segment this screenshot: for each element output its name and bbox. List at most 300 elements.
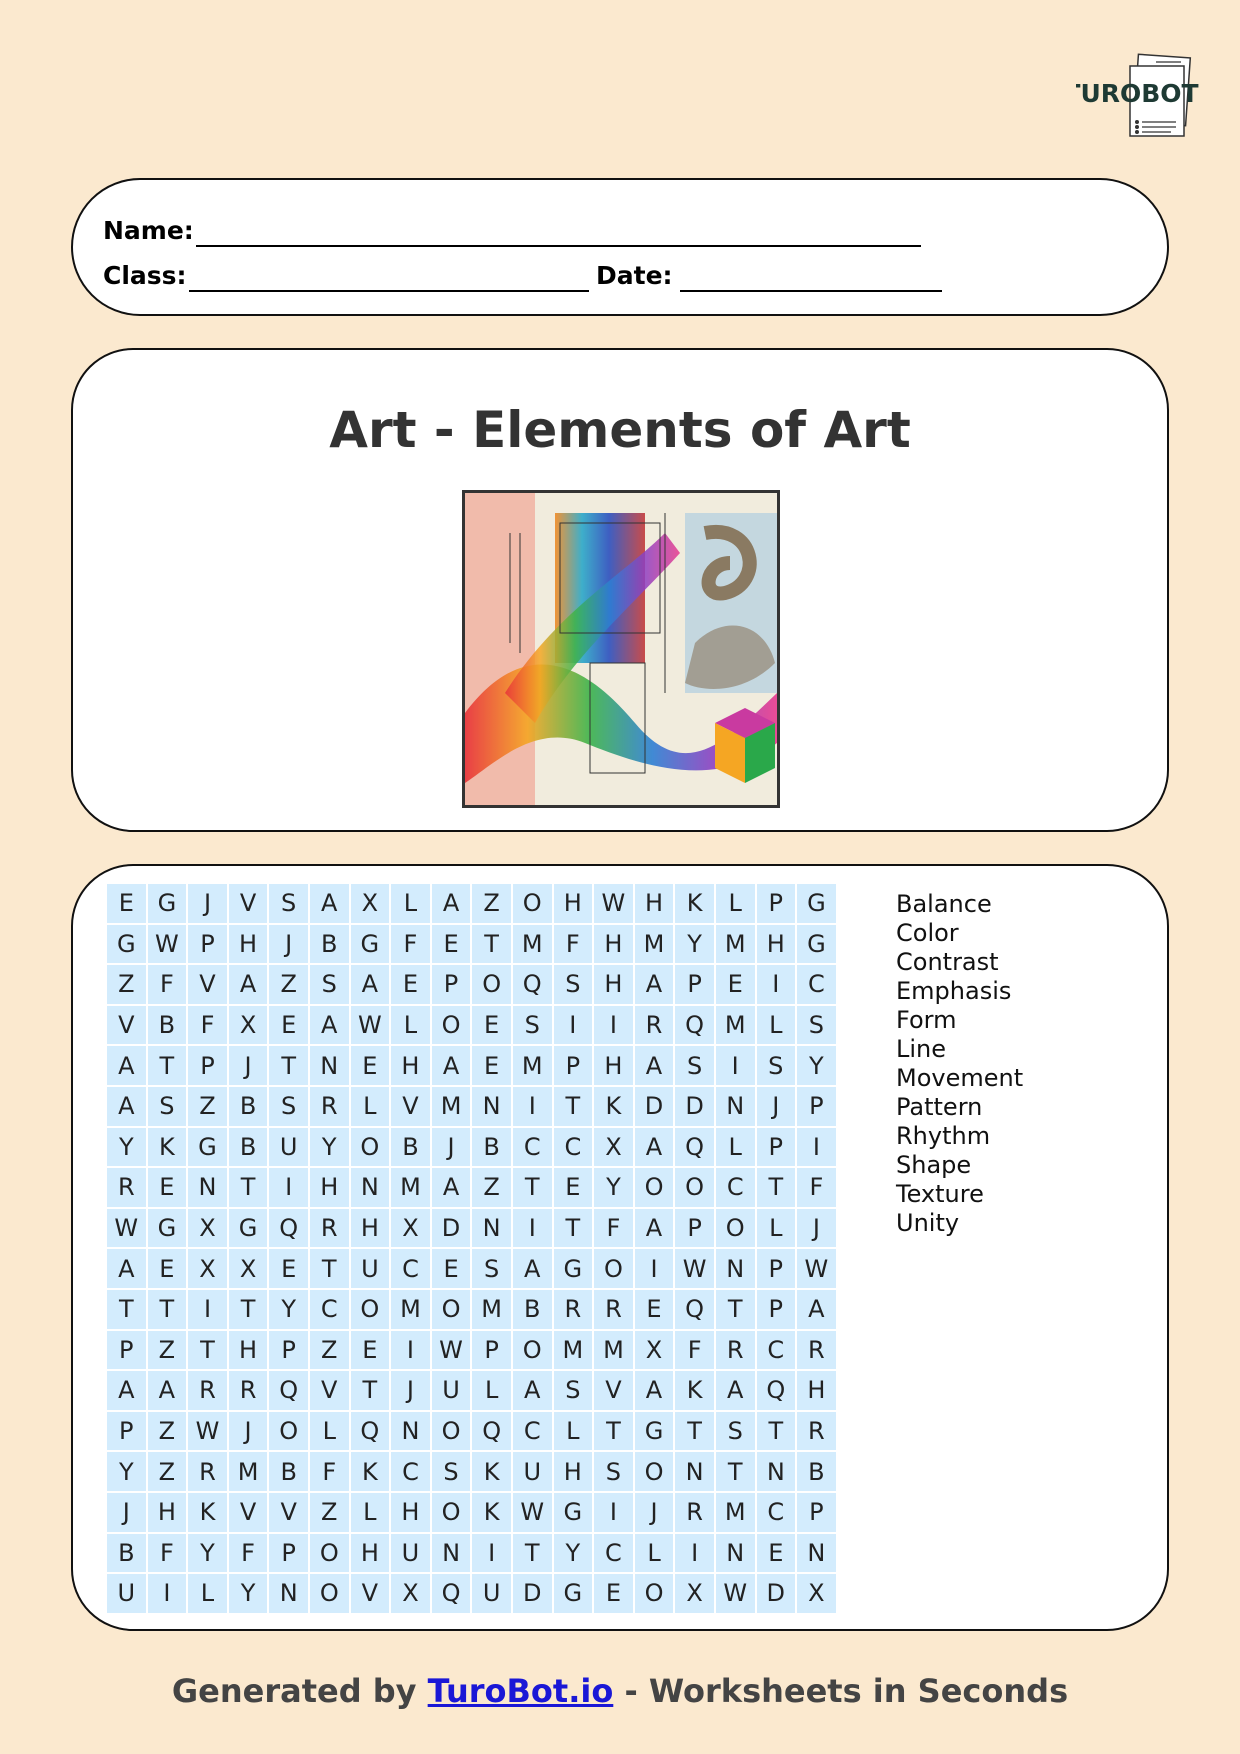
grid-cell[interactable]: L [716, 1128, 755, 1167]
grid-cell[interactable]: I [635, 1249, 674, 1288]
grid-cell[interactable]: N [472, 1209, 511, 1248]
grid-cell[interactable]: C [554, 1128, 593, 1167]
grid-cell[interactable]: H [391, 1046, 430, 1085]
grid-cell[interactable]: I [675, 1534, 714, 1573]
grid-cell[interactable]: I [513, 1087, 552, 1126]
grid-cell[interactable]: R [107, 1168, 146, 1207]
grid-cell[interactable]: M [716, 925, 755, 964]
grid-cell[interactable]: N [757, 1452, 796, 1491]
grid-cell[interactable]: J [229, 1046, 268, 1085]
grid-cell[interactable]: H [594, 1046, 633, 1085]
grid-cell[interactable]: K [594, 1087, 633, 1126]
grid-cell[interactable]: G [797, 884, 836, 923]
grid-cell[interactable]: W [148, 925, 187, 964]
grid-cell[interactable]: L [472, 1371, 511, 1410]
grid-cell[interactable]: D [757, 1574, 796, 1613]
grid-cell[interactable]: O [716, 1209, 755, 1248]
grid-cell[interactable]: Z [148, 1412, 187, 1451]
grid-cell[interactable]: P [675, 1209, 714, 1248]
grid-cell[interactable]: Q [675, 1290, 714, 1329]
grid-cell[interactable]: E [148, 1249, 187, 1288]
grid-cell[interactable]: S [757, 1046, 796, 1085]
grid-cell[interactable]: I [513, 1209, 552, 1248]
grid-cell[interactable]: P [797, 1493, 836, 1532]
grid-cell[interactable]: R [716, 1331, 755, 1370]
grid-cell[interactable]: J [107, 1493, 146, 1532]
grid-cell[interactable]: H [310, 1168, 349, 1207]
grid-cell[interactable]: I [472, 1534, 511, 1573]
grid-cell[interactable]: W [513, 1493, 552, 1532]
grid-cell[interactable]: N [716, 1087, 755, 1126]
grid-cell[interactable]: I [594, 1006, 633, 1045]
grid-cell[interactable]: B [148, 1006, 187, 1045]
grid-cell[interactable]: O [594, 1249, 633, 1288]
grid-cell[interactable]: C [391, 1249, 430, 1288]
grid-cell[interactable]: G [554, 1574, 593, 1613]
grid-cell[interactable]: H [351, 1534, 390, 1573]
grid-cell[interactable]: O [351, 1128, 390, 1167]
grid-cell[interactable]: A [635, 1046, 674, 1085]
grid-cell[interactable]: O [310, 1534, 349, 1573]
grid-cell[interactable]: X [594, 1128, 633, 1167]
grid-cell[interactable]: I [391, 1331, 430, 1370]
grid-cell[interactable]: A [635, 1371, 674, 1410]
grid-cell[interactable]: T [351, 1371, 390, 1410]
grid-cell[interactable]: Q [432, 1574, 471, 1613]
grid-cell[interactable]: T [757, 1168, 796, 1207]
grid-cell[interactable]: Z [148, 1331, 187, 1370]
grid-cell[interactable]: W [107, 1209, 146, 1248]
grid-cell[interactable]: S [554, 965, 593, 1004]
grid-cell[interactable]: S [432, 1452, 471, 1491]
grid-cell[interactable]: C [391, 1452, 430, 1491]
grid-cell[interactable]: O [513, 1331, 552, 1370]
grid-cell[interactable]: O [310, 1574, 349, 1613]
grid-cell[interactable]: Y [310, 1128, 349, 1167]
grid-cell[interactable]: X [229, 1249, 268, 1288]
grid-cell[interactable]: T [188, 1331, 227, 1370]
grid-cell[interactable]: D [675, 1087, 714, 1126]
grid-cell[interactable]: H [797, 1371, 836, 1410]
grid-cell[interactable]: Q [513, 965, 552, 1004]
grid-cell[interactable]: V [310, 1371, 349, 1410]
grid-cell[interactable]: V [229, 1493, 268, 1532]
grid-cell[interactable]: B [269, 1452, 308, 1491]
grid-cell[interactable]: H [594, 925, 633, 964]
grid-cell[interactable]: Y [269, 1290, 308, 1329]
grid-cell[interactable]: M [391, 1290, 430, 1329]
grid-cell[interactable]: N [188, 1168, 227, 1207]
grid-cell[interactable]: P [188, 925, 227, 964]
grid-cell[interactable]: A [513, 1249, 552, 1288]
grid-cell[interactable]: B [513, 1290, 552, 1329]
grid-cell[interactable]: Q [269, 1371, 308, 1410]
grid-cell[interactable]: M [229, 1452, 268, 1491]
grid-cell[interactable]: X [797, 1574, 836, 1613]
grid-cell[interactable]: M [716, 1006, 755, 1045]
grid-cell[interactable]: Z [472, 884, 511, 923]
grid-cell[interactable]: T [148, 1290, 187, 1329]
grid-cell[interactable]: D [432, 1209, 471, 1248]
grid-cell[interactable]: X [188, 1249, 227, 1288]
grid-cell[interactable]: R [594, 1290, 633, 1329]
grid-cell[interactable]: T [310, 1249, 349, 1288]
grid-cell[interactable]: R [188, 1371, 227, 1410]
grid-cell[interactable]: N [716, 1534, 755, 1573]
grid-cell[interactable]: A [716, 1371, 755, 1410]
grid-cell[interactable]: C [513, 1412, 552, 1451]
grid-cell[interactable]: L [391, 1006, 430, 1045]
grid-cell[interactable]: H [554, 884, 593, 923]
grid-cell[interactable]: T [716, 1452, 755, 1491]
grid-cell[interactable]: O [472, 965, 511, 1004]
date-field[interactable] [680, 290, 942, 292]
grid-cell[interactable]: L [757, 1209, 796, 1248]
grid-cell[interactable]: V [594, 1371, 633, 1410]
grid-cell[interactable]: S [472, 1249, 511, 1288]
grid-cell[interactable]: Y [675, 925, 714, 964]
grid-cell[interactable]: L [351, 1493, 390, 1532]
grid-cell[interactable]: G [635, 1412, 674, 1451]
grid-cell[interactable]: U [269, 1128, 308, 1167]
grid-cell[interactable]: K [188, 1493, 227, 1532]
grid-cell[interactable]: Z [472, 1168, 511, 1207]
grid-cell[interactable]: E [472, 1006, 511, 1045]
grid-cell[interactable]: B [229, 1128, 268, 1167]
grid-cell[interactable]: A [432, 1046, 471, 1085]
grid-cell[interactable]: K [675, 1371, 714, 1410]
grid-cell[interactable]: Q [675, 1128, 714, 1167]
grid-cell[interactable]: G [351, 925, 390, 964]
grid-cell[interactable]: I [757, 965, 796, 1004]
grid-cell[interactable]: P [472, 1331, 511, 1370]
grid-cell[interactable]: N [716, 1249, 755, 1288]
grid-cell[interactable]: V [107, 1006, 146, 1045]
grid-cell[interactable]: V [229, 884, 268, 923]
grid-cell[interactable]: E [269, 1006, 308, 1045]
grid-cell[interactable]: G [148, 1209, 187, 1248]
grid-cell[interactable]: A [351, 965, 390, 1004]
grid-cell[interactable]: B [472, 1128, 511, 1167]
grid-cell[interactable]: E [351, 1046, 390, 1085]
grid-cell[interactable]: I [797, 1128, 836, 1167]
grid-cell[interactable]: M [594, 1331, 633, 1370]
grid-cell[interactable]: J [757, 1087, 796, 1126]
grid-cell[interactable]: K [675, 884, 714, 923]
grid-cell[interactable]: L [554, 1412, 593, 1451]
grid-cell[interactable]: U [391, 1534, 430, 1573]
grid-cell[interactable]: E [107, 884, 146, 923]
grid-cell[interactable]: A [513, 1371, 552, 1410]
grid-cell[interactable]: A [229, 965, 268, 1004]
grid-cell[interactable]: S [148, 1087, 187, 1126]
grid-cell[interactable]: B [797, 1452, 836, 1491]
grid-cell[interactable]: Y [594, 1168, 633, 1207]
grid-cell[interactable]: U [513, 1452, 552, 1491]
grid-cell[interactable]: N [351, 1168, 390, 1207]
grid-cell[interactable]: J [432, 1128, 471, 1167]
grid-cell[interactable]: Q [269, 1209, 308, 1248]
grid-cell[interactable]: S [716, 1412, 755, 1451]
grid-cell[interactable]: P [757, 1128, 796, 1167]
grid-cell[interactable]: T [229, 1168, 268, 1207]
grid-cell[interactable]: F [188, 1006, 227, 1045]
grid-cell[interactable]: O [675, 1168, 714, 1207]
grid-cell[interactable]: L [188, 1574, 227, 1613]
grid-cell[interactable]: N [269, 1574, 308, 1613]
grid-cell[interactable]: M [716, 1493, 755, 1532]
grid-cell[interactable]: G [797, 925, 836, 964]
grid-cell[interactable]: P [269, 1534, 308, 1573]
grid-cell[interactable]: G [229, 1209, 268, 1248]
grid-cell[interactable]: U [472, 1574, 511, 1613]
grid-cell[interactable]: V [188, 965, 227, 1004]
grid-cell[interactable]: I [188, 1290, 227, 1329]
grid-cell[interactable]: C [513, 1128, 552, 1167]
grid-cell[interactable]: C [594, 1534, 633, 1573]
grid-cell[interactable]: E [594, 1574, 633, 1613]
grid-cell[interactable]: M [635, 925, 674, 964]
grid-cell[interactable]: M [554, 1331, 593, 1370]
grid-cell[interactable]: B [107, 1534, 146, 1573]
grid-cell[interactable]: H [148, 1493, 187, 1532]
grid-cell[interactable]: W [594, 884, 633, 923]
grid-cell[interactable]: S [310, 965, 349, 1004]
grid-cell[interactable]: Z [310, 1331, 349, 1370]
grid-cell[interactable]: A [148, 1371, 187, 1410]
grid-cell[interactable]: M [472, 1290, 511, 1329]
grid-cell[interactable]: T [269, 1046, 308, 1085]
grid-cell[interactable]: K [472, 1452, 511, 1491]
grid-cell[interactable]: C [716, 1168, 755, 1207]
grid-cell[interactable]: E [432, 1249, 471, 1288]
grid-cell[interactable]: L [635, 1534, 674, 1573]
grid-cell[interactable]: O [432, 1290, 471, 1329]
grid-cell[interactable]: F [148, 965, 187, 1004]
grid-cell[interactable]: T [554, 1209, 593, 1248]
grid-cell[interactable]: G [148, 884, 187, 923]
grid-cell[interactable]: P [107, 1331, 146, 1370]
grid-cell[interactable]: P [757, 1290, 796, 1329]
grid-cell[interactable]: X [635, 1331, 674, 1370]
grid-cell[interactable]: Q [472, 1412, 511, 1451]
grid-cell[interactable]: K [148, 1128, 187, 1167]
grid-cell[interactable]: A [107, 1371, 146, 1410]
grid-cell[interactable]: Z [188, 1087, 227, 1126]
grid-cell[interactable]: I [716, 1046, 755, 1085]
grid-cell[interactable]: W [351, 1006, 390, 1045]
grid-cell[interactable]: S [269, 884, 308, 923]
grid-cell[interactable]: K [351, 1452, 390, 1491]
grid-cell[interactable]: O [269, 1412, 308, 1451]
grid-cell[interactable]: E [554, 1168, 593, 1207]
grid-cell[interactable]: W [188, 1412, 227, 1451]
grid-cell[interactable]: P [757, 1249, 796, 1288]
grid-cell[interactable]: I [269, 1168, 308, 1207]
grid-cell[interactable]: T [107, 1290, 146, 1329]
grid-cell[interactable]: C [310, 1290, 349, 1329]
grid-cell[interactable]: H [594, 965, 633, 1004]
grid-cell[interactable]: J [229, 1412, 268, 1451]
grid-cell[interactable]: F [148, 1534, 187, 1573]
grid-cell[interactable]: Y [188, 1534, 227, 1573]
grid-cell[interactable]: R [310, 1209, 349, 1248]
grid-cell[interactable]: I [594, 1493, 633, 1532]
grid-cell[interactable]: A [635, 965, 674, 1004]
grid-cell[interactable]: L [757, 1006, 796, 1045]
grid-cell[interactable]: J [269, 925, 308, 964]
grid-cell[interactable]: Y [554, 1534, 593, 1573]
grid-cell[interactable]: S [594, 1452, 633, 1491]
grid-cell[interactable]: G [188, 1128, 227, 1167]
grid-cell[interactable]: B [229, 1087, 268, 1126]
grid-cell[interactable]: C [757, 1331, 796, 1370]
grid-cell[interactable]: E [472, 1046, 511, 1085]
grid-cell[interactable]: A [107, 1087, 146, 1126]
grid-cell[interactable]: R [635, 1006, 674, 1045]
grid-cell[interactable]: T [472, 925, 511, 964]
grid-cell[interactable]: O [432, 1412, 471, 1451]
grid-cell[interactable]: S [675, 1046, 714, 1085]
grid-cell[interactable]: Z [310, 1493, 349, 1532]
grid-cell[interactable]: K [472, 1493, 511, 1532]
grid-cell[interactable]: F [594, 1209, 633, 1248]
grid-cell[interactable]: A [432, 884, 471, 923]
grid-cell[interactable]: N [391, 1412, 430, 1451]
grid-cell[interactable]: N [310, 1046, 349, 1085]
name-field[interactable] [196, 245, 921, 247]
grid-cell[interactable]: A [432, 1168, 471, 1207]
grid-cell[interactable]: W [797, 1249, 836, 1288]
grid-cell[interactable]: T [513, 1168, 552, 1207]
grid-cell[interactable]: Z [148, 1452, 187, 1491]
grid-cell[interactable]: F [391, 925, 430, 964]
grid-cell[interactable]: H [351, 1209, 390, 1248]
grid-cell[interactable]: L [716, 884, 755, 923]
grid-cell[interactable]: O [635, 1452, 674, 1491]
grid-cell[interactable]: D [513, 1574, 552, 1613]
grid-cell[interactable]: R [554, 1290, 593, 1329]
grid-cell[interactable]: Y [107, 1128, 146, 1167]
grid-cell[interactable]: N [675, 1452, 714, 1491]
grid-cell[interactable]: G [107, 925, 146, 964]
grid-cell[interactable]: X [351, 884, 390, 923]
grid-cell[interactable]: H [229, 1331, 268, 1370]
grid-cell[interactable]: F [554, 925, 593, 964]
grid-cell[interactable]: R [797, 1331, 836, 1370]
grid-cell[interactable]: M [432, 1087, 471, 1126]
grid-cell[interactable]: D [635, 1087, 674, 1126]
grid-cell[interactable]: Q [675, 1006, 714, 1045]
grid-cell[interactable]: H [635, 884, 674, 923]
grid-cell[interactable]: S [797, 1006, 836, 1045]
grid-cell[interactable]: H [554, 1452, 593, 1491]
grid-cell[interactable]: H [757, 925, 796, 964]
grid-cell[interactable]: R [229, 1371, 268, 1410]
grid-cell[interactable]: W [716, 1574, 755, 1613]
grid-cell[interactable]: J [635, 1493, 674, 1532]
grid-cell[interactable]: U [351, 1249, 390, 1288]
grid-cell[interactable]: V [351, 1574, 390, 1613]
grid-cell[interactable]: P [675, 965, 714, 1004]
grid-cell[interactable]: M [391, 1168, 430, 1207]
grid-cell[interactable]: H [391, 1493, 430, 1532]
grid-cell[interactable]: W [675, 1249, 714, 1288]
grid-cell[interactable]: B [310, 925, 349, 964]
grid-cell[interactable]: F [310, 1452, 349, 1491]
grid-cell[interactable]: E [269, 1249, 308, 1288]
grid-cell[interactable]: T [554, 1087, 593, 1126]
grid-cell[interactable]: I [554, 1006, 593, 1045]
grid-cell[interactable]: N [472, 1087, 511, 1126]
grid-cell[interactable]: I [148, 1574, 187, 1613]
grid-cell[interactable]: A [635, 1128, 674, 1167]
grid-cell[interactable]: A [107, 1249, 146, 1288]
grid-cell[interactable]: Y [797, 1046, 836, 1085]
grid-cell[interactable]: R [188, 1452, 227, 1491]
grid-cell[interactable]: B [391, 1128, 430, 1167]
grid-cell[interactable]: J [188, 884, 227, 923]
grid-cell[interactable]: S [554, 1371, 593, 1410]
grid-cell[interactable]: A [107, 1046, 146, 1085]
grid-cell[interactable]: F [675, 1331, 714, 1370]
grid-cell[interactable]: O [432, 1006, 471, 1045]
grid-cell[interactable]: G [554, 1493, 593, 1532]
grid-cell[interactable]: U [432, 1371, 471, 1410]
grid-cell[interactable]: P [188, 1046, 227, 1085]
grid-cell[interactable]: Y [229, 1574, 268, 1613]
grid-cell[interactable]: F [797, 1168, 836, 1207]
grid-cell[interactable]: Z [107, 965, 146, 1004]
class-field[interactable] [189, 290, 589, 292]
grid-cell[interactable]: X [188, 1209, 227, 1248]
grid-cell[interactable]: R [675, 1493, 714, 1532]
grid-cell[interactable]: P [757, 884, 796, 923]
grid-cell[interactable]: R [797, 1412, 836, 1451]
grid-cell[interactable]: O [432, 1493, 471, 1532]
grid-cell[interactable]: P [554, 1046, 593, 1085]
grid-cell[interactable]: E [716, 965, 755, 1004]
grid-cell[interactable]: W [432, 1331, 471, 1370]
grid-cell[interactable]: T [757, 1412, 796, 1451]
grid-cell[interactable]: C [797, 965, 836, 1004]
grid-cell[interactable]: M [513, 1046, 552, 1085]
grid-cell[interactable]: J [391, 1371, 430, 1410]
grid-cell[interactable]: A [797, 1290, 836, 1329]
grid-cell[interactable]: E [635, 1290, 674, 1329]
grid-cell[interactable]: P [797, 1087, 836, 1126]
grid-cell[interactable]: T [229, 1290, 268, 1329]
grid-cell[interactable]: X [391, 1574, 430, 1613]
grid-cell[interactable]: X [229, 1006, 268, 1045]
grid-cell[interactable]: T [148, 1046, 187, 1085]
grid-cell[interactable]: A [310, 884, 349, 923]
grid-cell[interactable]: T [716, 1290, 755, 1329]
grid-cell[interactable]: M [513, 925, 552, 964]
grid-cell[interactable]: Q [351, 1412, 390, 1451]
turobot-link[interactable]: TuroBot.io [427, 1672, 614, 1710]
grid-cell[interactable]: X [675, 1574, 714, 1613]
grid-cell[interactable]: L [310, 1412, 349, 1451]
grid-cell[interactable]: O [513, 884, 552, 923]
grid-cell[interactable]: O [635, 1168, 674, 1207]
grid-cell[interactable]: H [229, 925, 268, 964]
grid-cell[interactable]: E [391, 965, 430, 1004]
grid-cell[interactable]: L [391, 884, 430, 923]
grid-cell[interactable]: L [351, 1087, 390, 1126]
grid-cell[interactable]: S [269, 1087, 308, 1126]
grid-cell[interactable]: P [269, 1331, 308, 1370]
